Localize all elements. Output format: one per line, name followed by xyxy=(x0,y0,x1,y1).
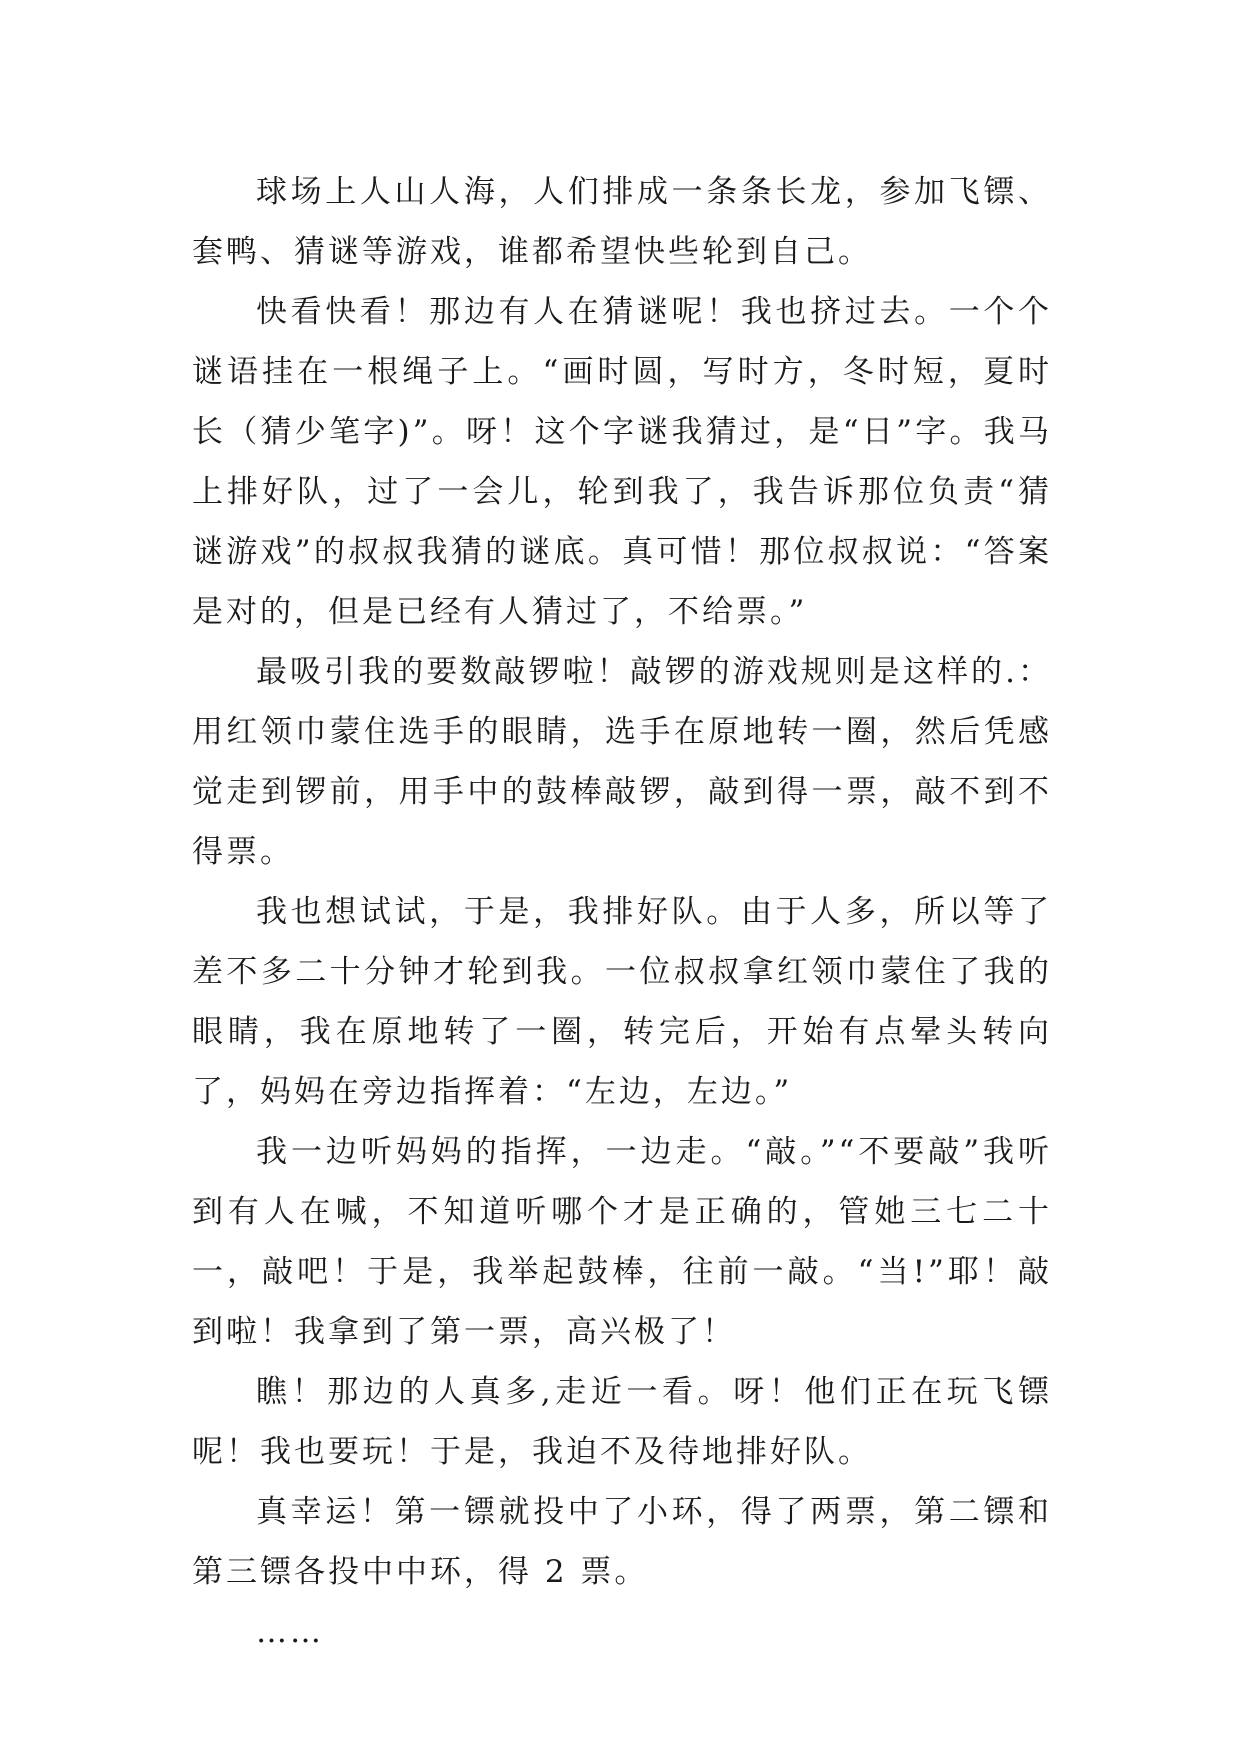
paragraph-ellipsis: …… xyxy=(256,1614,324,1650)
paragraph-7: 真幸运！第一镖就投中了小环，得了两票，第二镖和第三镖各投中中环，得 2 票。 xyxy=(192,1494,1052,1590)
paragraph-5: 我一边听妈妈的指挥，一边走。“敲。”“不要敲”我听到有人在喊，不知道听哪个才是正确的，管她三七二十一，敲吧！于是，我举起鼓棒，往前一敲。“当!”耶！敲到啦！我拿到了第一票，高兴极了！ xyxy=(192,1134,1052,1350)
paragraph-3: 最吸引我的要数敲锣啦！敲锣的游戏规则是这样的.：用红领巾蒙住选手的眼睛，选手在原地转一圈，然后凭感觉走到锣前，用手中的鼓棒敲锣，敲到得一票，敲不到不得票。 xyxy=(192,654,1052,870)
paragraph-2: 快看快看！那边有人在猜谜呢！我也挤过去。一个个谜语挂在一根绳子上。“画时圆，写时方，冬时短，夏时长（猜少笔字)”。呀！这个字谜我猜过，是“日”字。我马上排好队，过了一会儿，轮到我了，我告诉那位负责“猜谜游戏”的叔叔我猜的谜底。真可惜！那位叔叔说：“答案是对的，但是已经有人猜过了，不给票。” xyxy=(192,294,1052,630)
paragraph-4: 我也想试试，于是，我排好队。由于人多，所以等了差不多二十分钟才轮到我。一位叔叔拿红领巾蒙住了我的眼睛，我在原地转了一圈，转完后，开始有点晕头转向了，妈妈在旁边指挥着：“左边，左边。” xyxy=(192,894,1052,1110)
paragraph-1: 球场上人山人海，人们排成一条条长龙，参加飞镖、套鸭、猜谜等游戏，谁都希望快些轮到自己。 xyxy=(192,174,1052,270)
document-body xyxy=(192,162,1052,1662)
paragraph-6: 瞧！那边的人真多,走近一看。呀！他们正在玩飞镖呢！我也要玩！于是，我迫不及待地排好队。 xyxy=(192,1374,1052,1470)
